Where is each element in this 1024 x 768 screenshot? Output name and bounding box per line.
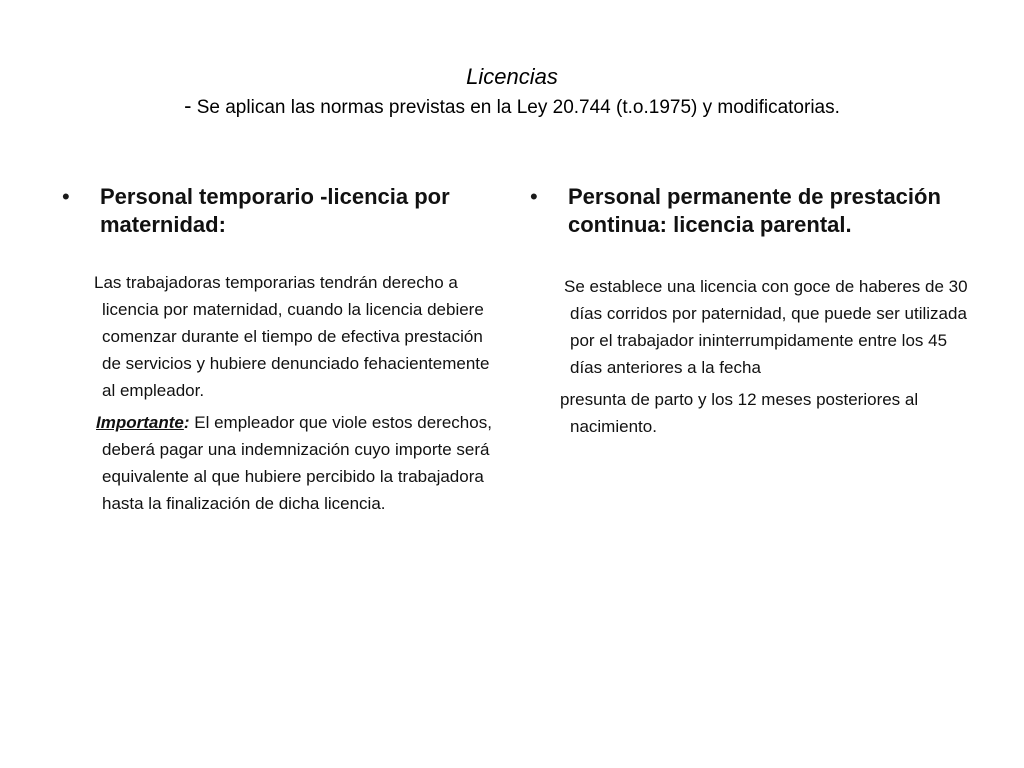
left-bullet-item [62, 183, 502, 239]
important-word: Importante [96, 413, 184, 432]
left-column [62, 183, 502, 517]
slide-title: Licencias [466, 64, 558, 89]
left-paragraph-2-text: El empleador que viole estos derechos, deberá pagar una indemnización cuyo importe será equivalente al que hubiere percibido la trabajadora hasta la finalización de dicha licencia. [102, 413, 492, 513]
important-colon: : [183, 413, 190, 432]
subtitle-dash: - [184, 93, 192, 118]
important-label [96, 413, 190, 432]
right-paragraph-2: presunta de parto y los 12 meses posteriores al nacimiento. [560, 390, 919, 436]
bullet-icon: • [530, 184, 538, 209]
left-paragraph-1: Las trabajadoras temporarias tendrán derecho a licencia por maternidad, cuando la licencia debiere comenzar durante el tiempo de efectiva prestación de servicios y hubiere denunciado fehacientemente al empleador. [94, 273, 490, 400]
subtitle-text: Se aplican las normas previstas en la Ley 20.744 (t.o.1975) y modificatorias. [196, 97, 840, 118]
slide-subtitle [40, 92, 984, 122]
left-heading: Personal temporario -licencia por maternidad: [100, 184, 450, 237]
bullet-icon: • [62, 184, 70, 209]
right-bullet-item [530, 183, 970, 239]
title-block [40, 62, 984, 122]
right-heading: Personal permanente de prestación continua: licencia parental. [568, 184, 941, 237]
right-paragraph-1: Se establece una licencia con goce de haberes de 30 días corridos por paternidad, que puede ser utilizada por el trabajador ininterrumpidamente entre los 45 días anteriores a la fecha [564, 277, 968, 377]
right-column [530, 183, 970, 440]
left-paragraph-2 [62, 409, 502, 517]
